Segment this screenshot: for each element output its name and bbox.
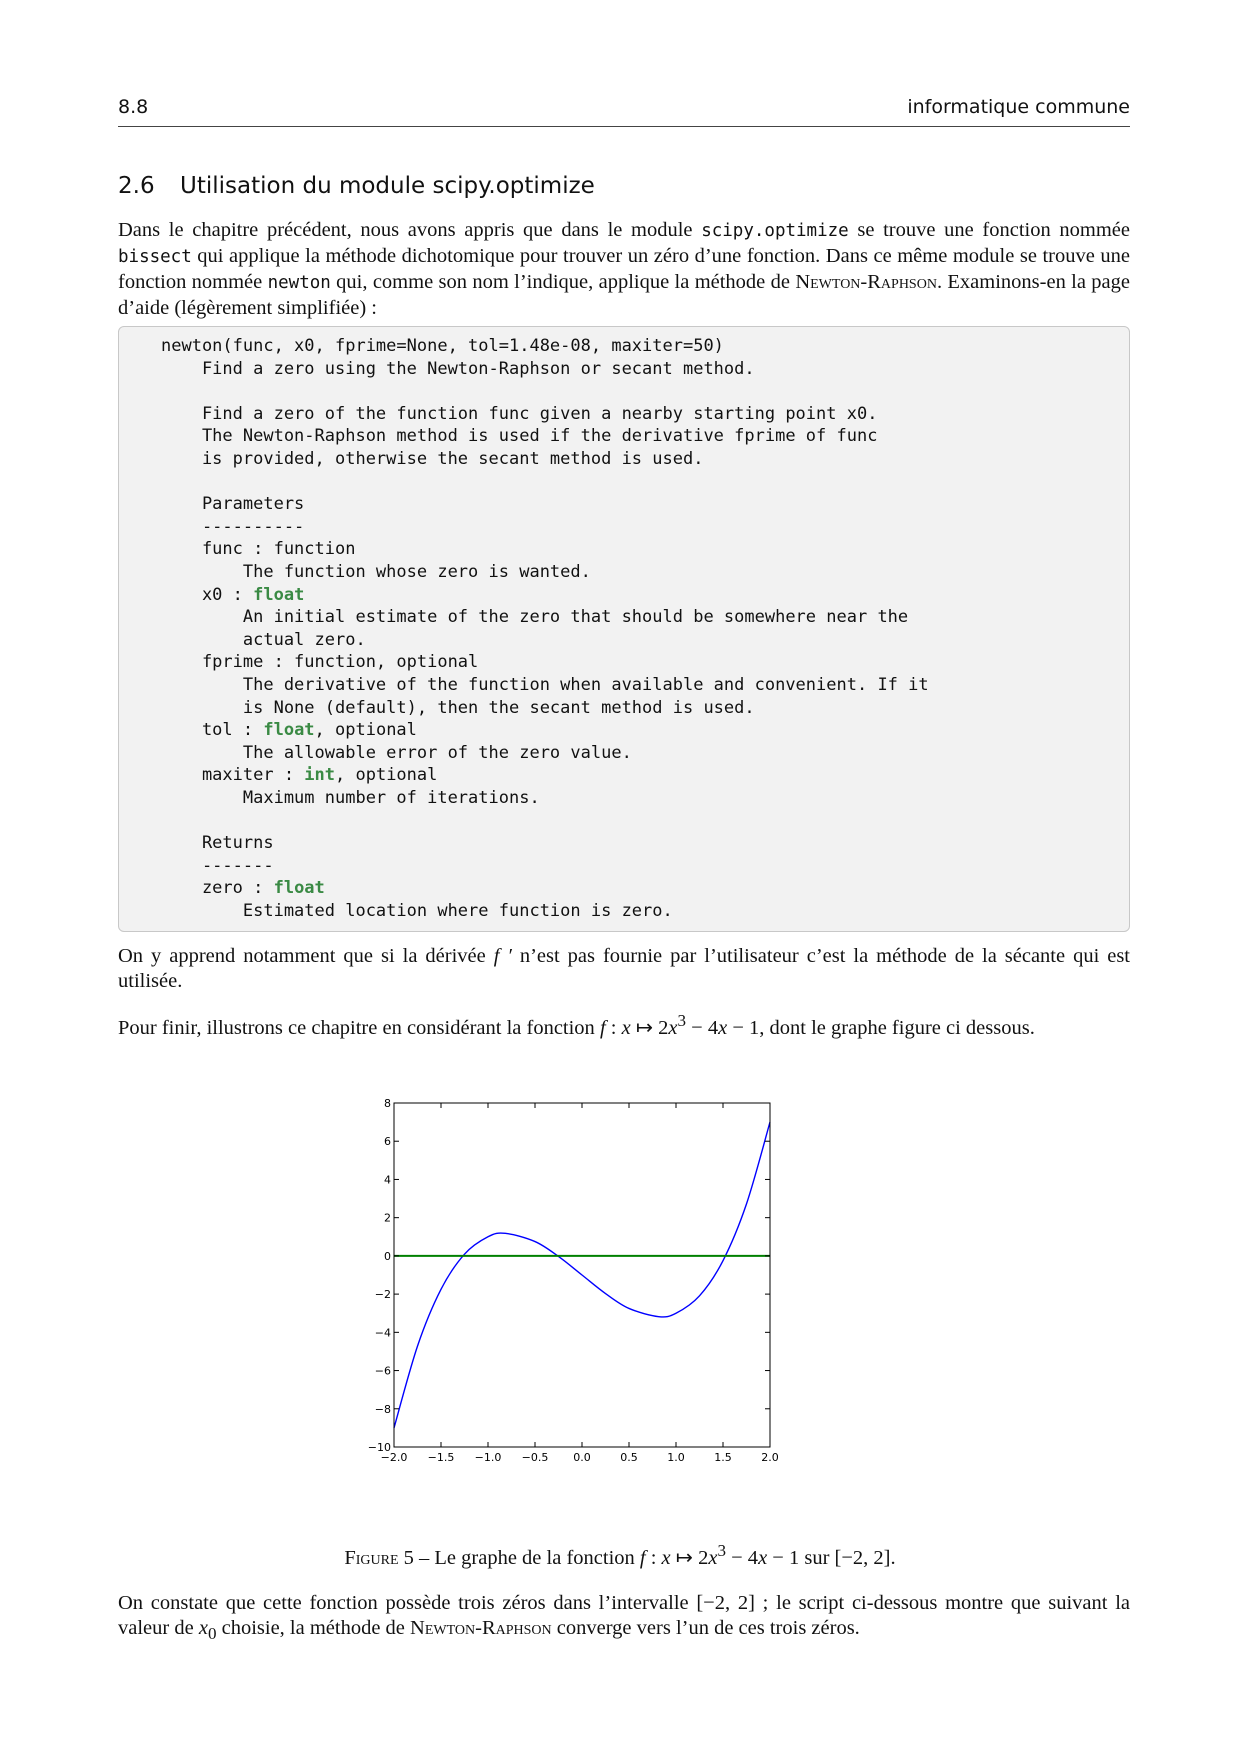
y-tick-label: −8 bbox=[374, 1402, 391, 1416]
y-tick-label: 4 bbox=[384, 1173, 391, 1187]
intro-text: qui, comme son nom l’indique, applique la méthode de bbox=[330, 271, 796, 293]
intro-text: . Examinons-en la page d’aide (légèrement simplifiée) : bbox=[118, 271, 1131, 319]
section-title: Utilisation du module scipy.optimize bbox=[180, 173, 595, 199]
function-graph bbox=[368, 1095, 878, 1495]
derivative-remark-paragraph: On y apprend notamment que si la dérivée f ′ n’est pas fournie par l’utilisateur c’est la méthode de la sécante qui est utilisée. bbox=[118, 945, 1131, 992]
intro-text: Dans le chapitre précédent, nous avons appris que dans le module bbox=[118, 219, 702, 241]
x-tick-label: −1.0 bbox=[474, 1451, 502, 1464]
y-tick-label: −2 bbox=[374, 1288, 391, 1302]
math-fprime: f ′ bbox=[493, 945, 512, 967]
help-code-block bbox=[118, 326, 1130, 932]
inline-code-newton: newton bbox=[267, 273, 331, 293]
header-title: informatique commune bbox=[907, 96, 1130, 118]
closing-paragraph: On constate que cette fonction possède trois zéros dans l’intervalle [−2, 2] ; le script ci-dessous montre que suivant la valeur de $x_0$ choisie, la méthode de Newton-Raphson converge vers l’un de ces trois zéros. bbox=[118, 1592, 1130, 1644]
intro-paragraph bbox=[118, 218, 1130, 321]
intro-text: qui applique la méthode dichotomique pour trouver un zéro d’une fonction. Dans ce même module se trouve une fonction nommée bbox=[118, 245, 1130, 293]
intro-text: se trouve une fonction nommée bbox=[848, 219, 1130, 241]
inline-code-bissect: bissect bbox=[118, 247, 192, 267]
y-tick-label: −4 bbox=[374, 1326, 391, 1340]
y-tick-label: −6 bbox=[374, 1364, 391, 1378]
running-header bbox=[118, 96, 1130, 127]
function-intro-paragraph: Pour finir, illustrons ce chapitre en considérant la fonction f : x ↦ $2x^3 - 4x - 1$, dont le graphe figure ci dessous. bbox=[118, 1011, 1035, 1039]
y-tick-label: 6 bbox=[384, 1135, 391, 1149]
y-tick-label: −10 bbox=[368, 1441, 391, 1454]
x-tick-label: 1.5 bbox=[714, 1451, 732, 1464]
x-tick-label: −0.5 bbox=[521, 1451, 549, 1464]
function-curve bbox=[394, 1122, 770, 1428]
section-heading bbox=[118, 173, 595, 199]
y-tick-label: 2 bbox=[384, 1211, 391, 1225]
x-tick-label: 0.5 bbox=[620, 1451, 638, 1464]
page-number: 8.8 bbox=[118, 96, 149, 118]
inline-code-scipy-optimize: scipy.optimize bbox=[701, 221, 849, 241]
section-number: 2.6 bbox=[118, 173, 155, 199]
y-tick-label: 8 bbox=[384, 1097, 391, 1110]
x-tick-label: 0.0 bbox=[573, 1451, 591, 1464]
function-graph-figure bbox=[368, 1095, 878, 1495]
help-code-text: newton(func, x0, fprime=None, tol=1.48e-08, maxiter=50) Find a zero using the Newton-Raphson or secant method. Find a zero of the function func given a nearby starting point x0. The Newton-Raphson method is used if the derivative fprime of func is provided, otherwise the secant method is used. Parameters ---------- func : function The function whose zero is wanted. x0 : float An initial estimate of the zero that should be somewhere near the actual zero. fprime : function, optional The derivative of the function when available and convenient. If it is None (default), then the secant method is used. tol : float, optional The allowable error of the zero value. maxiter : int, optional Maximum number of iterations. Returns ------- zero : float Estimated location where function is zero. bbox=[161, 336, 929, 921]
x-tick-label: 1.0 bbox=[667, 1451, 685, 1464]
newton-raphson-name: Newton-Raphson bbox=[410, 1617, 552, 1639]
figure-caption: Figure 5 – Le graphe de la fonction f : x ↦ $2x^3 - 4x - 1$ sur [−2, 2]. bbox=[344, 1541, 896, 1569]
figure-label: Figure 5 bbox=[344, 1546, 414, 1569]
x-tick-label: −1.5 bbox=[427, 1451, 455, 1464]
x-tick-label: −2.0 bbox=[380, 1451, 408, 1464]
y-tick-label: 0 bbox=[384, 1249, 391, 1263]
newton-raphson-name: Newton-Raphson bbox=[795, 271, 937, 293]
x-tick-label: 2.0 bbox=[761, 1451, 779, 1464]
